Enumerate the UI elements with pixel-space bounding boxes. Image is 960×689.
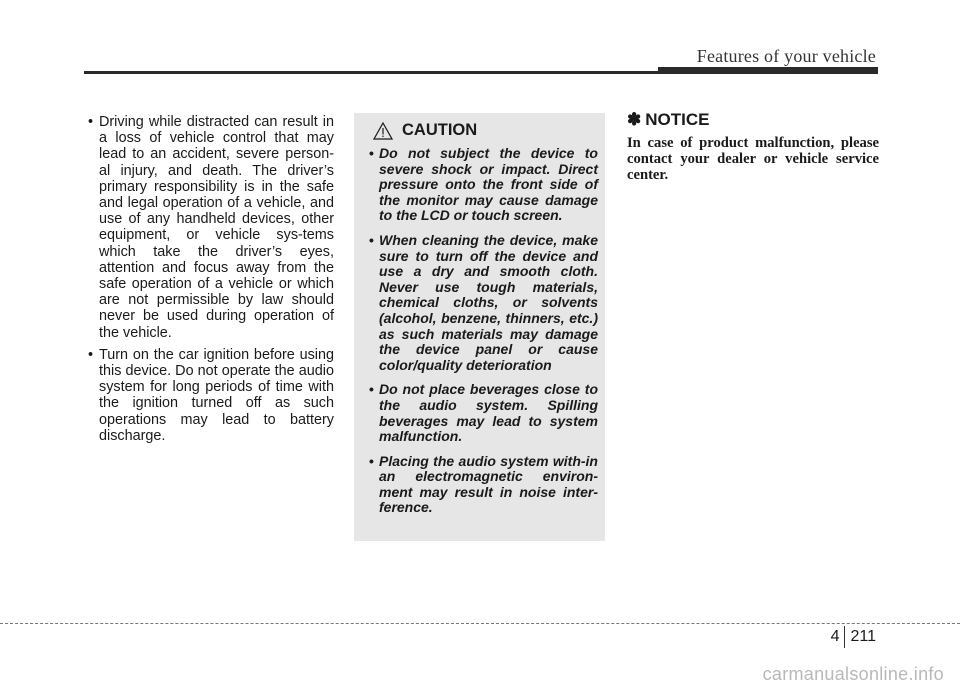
watermark: carmanualsonline.info [762,664,944,684]
list-item: • Turn on the car ignition before using this device. Do not operate the audio system for long periods of time with the ignition turned off as such operations may lead to battery discharge. [88,347,334,444]
notice-title: NOTICE [645,110,710,129]
caution-item: • Placing the audio system with-in an electromagnetic environ-ment may result in noise inter-ference. [369,454,598,516]
page-number-value: 211 [850,628,876,645]
footer-rule [0,623,960,624]
chapter-number: 4 [830,628,840,645]
asterisk-icon: ✽ [627,110,642,129]
header-rule-accent [658,67,878,73]
warning-triangle-icon [373,122,393,140]
caution-box [354,113,605,541]
header-title: Features of your vehicle [696,46,876,66]
caution-title: CAUTION [402,121,478,139]
notice-section [627,110,879,183]
page-number-divider [844,626,845,648]
page-number [831,626,876,648]
caution-item: • Do not place beverages close to the audio system. Spilling beverages may lead to system malfunction. [369,382,598,444]
caution-item: • Do not subject the device to severe shock or impact. Direct pressure onto the front side of the monitor may cause damage to the LCD or touch screen. [369,146,598,224]
notice-header [627,110,879,130]
list-item: • Driving while distracted can result in a loss of vehicle control that may lead to an accident, severe person-al injury, and death. The driver’s primary responsibility is in the safe and legal operation of a vehicle, and use of any handheld devices, other equipment, or vehicle sys-tems which take the driver’s eyes, attention and focus away from the safe operation of a vehicle or which are not permissible by law should never be used during operation of the vehicle. [88,114,334,341]
body-column [88,114,334,450]
caution-item: • When cleaning the device, make sure to turn off the device and use a dry and smooth cloth. Never use tough materials, chemical cloths, or solvents (alcohol, benzene, thinners, etc.) as such materials may damage the device panel or cause color/quality deterioration [369,233,598,373]
notice-body: In case of product malfunction, please contact your dealer or vehicle service center. [627,135,879,183]
caution-header [369,121,598,140]
